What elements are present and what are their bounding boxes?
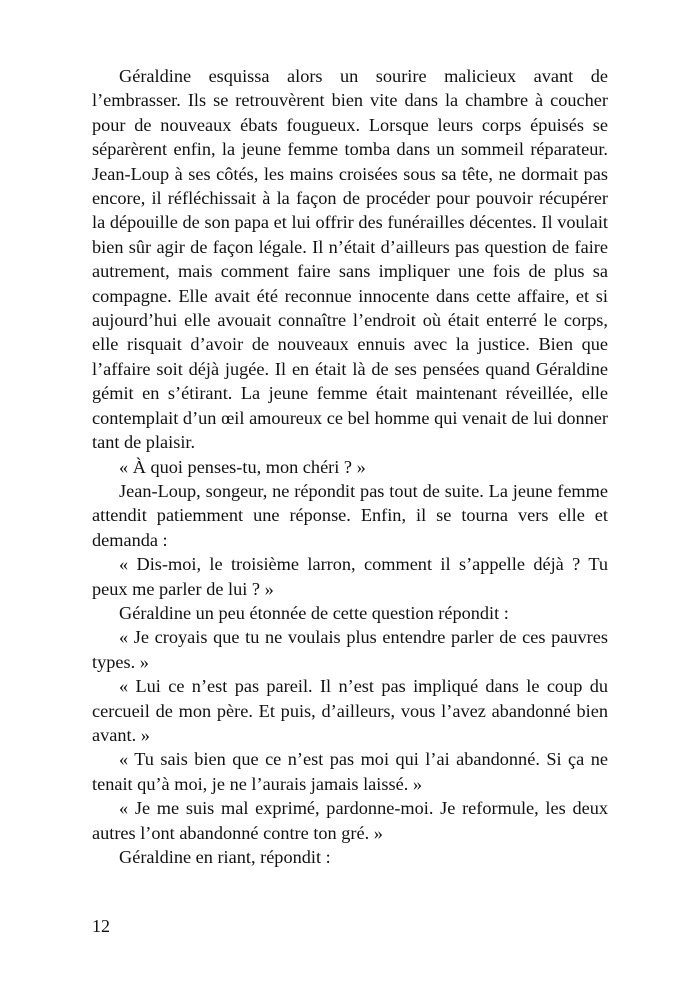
paragraph-2: « À quoi penses-tu, mon chéri ? » bbox=[119, 456, 366, 477]
paragraph-8: « Tu sais bien que ce n’est pas moi qui l’ai abandonné. Si ça ne tenait qu’à moi, je ne l’aurais jamais laissé. » bbox=[92, 749, 608, 794]
paragraph-3: Jean-Loup, songeur, ne répondit pas tout de suite. La jeune femme attendit patiemment une réponse. Enfin, il se tourna vers elle et demanda : bbox=[92, 480, 608, 550]
page-body bbox=[92, 64, 608, 869]
paragraph-4: « Dis-moi, le troisième larron, comment il s’appelle déjà ? Tu peux me parler de lui ? » bbox=[92, 554, 608, 599]
paragraph-9: « Je me suis mal exprimé, pardonne-moi. Je reformule, les deux autres l’ont abandonné contre ton gré. » bbox=[92, 798, 608, 843]
paragraph-7: « Lui ce n’est pas pareil. Il n’est pas impliqué dans le coup du cercueil de mon père. Et puis, d’ailleurs, vous l’avez abandonné bien avant. » bbox=[92, 676, 608, 745]
paragraph-10: Géraldine en riant, répondit : bbox=[119, 847, 331, 867]
paragraph-1: Géraldine esquissa alors un sourire malicieux avant de l’embrasser. Ils se retrouvèrent bien vite dans la chambre à coucher pour de nouveaux ébats fougueux. Lorsque leurs corps épuisés se séparèrent enfin, la jeune femme tomba dans un sommeil réparateur. Jean-Loup à ses côtés, les mains croisées sous sa tête, ne dormait pas encore, il réfléchissait à la façon de procéder pour pouvoir récupérer la dépouille de son papa et lui offrir des funérailles décentes. Il voulait bien sûr agir de façon légale. Il n’était d’ailleurs pas question de faire autrement, mais comment faire sans impliquer une fois de plus sa compagne. Elle avait été reconnue innocente dans cette affaire, et si aujourd’hui elle avouait connaître l’endroit où était enterré le corps, elle risquait d’avoir de nouveaux ennuis avec la justice. Bien que l’affaire soit déjà jugée. Il en était là de ses pensées quand Géraldine gémit en s’étirant. La jeune femme était maintenant réveillée, elle contemplait d’un œil amoureux ce bel homme qui venait de lui donner tant de plaisir. bbox=[92, 66, 608, 453]
page-number: 12 bbox=[92, 916, 110, 936]
paragraph-5: Géraldine un peu étonnée de cette question répondit : bbox=[119, 602, 509, 623]
paragraph-6: « Je croyais que tu ne voulais plus entendre parler de ces pauvres types. » bbox=[92, 627, 608, 672]
